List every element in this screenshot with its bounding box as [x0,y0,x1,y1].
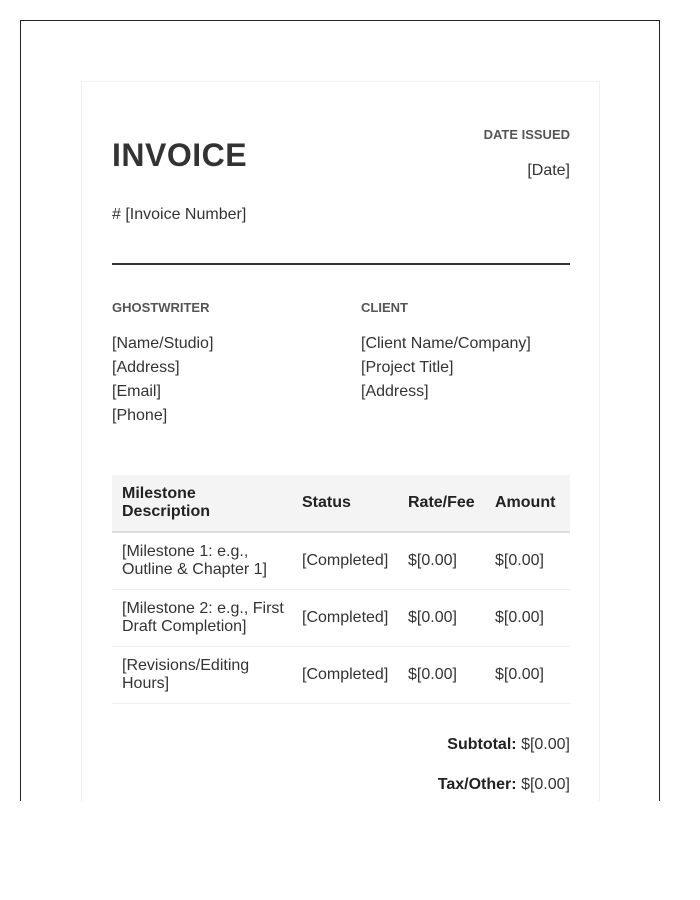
client-label: CLIENT [361,300,408,315]
table-row [112,532,570,589]
milestone-status: [Completed] [297,589,403,646]
milestone-table [112,475,570,704]
client-name: [Client Name/Company] [361,335,531,352]
milestone-rate: $[0.00] [403,589,490,646]
header-status: Status [297,475,403,532]
header-divider [112,263,570,265]
tax-value: $[0.00] [521,776,570,793]
milestone-description: [Milestone 2: e.g., First Draft Completion] [112,589,297,646]
date-issued-value: [Date] [527,162,570,179]
milestone-description: [Revisions/Editing Hours] [112,646,297,703]
milestone-rate: $[0.00] [403,646,490,703]
tax-label: Tax/Other: [437,776,517,793]
tax-row [438,776,570,794]
header-amount: Amount [490,475,570,532]
ghostwriter-phone: [Phone] [112,407,168,424]
subtotal-value: $[0.00] [521,736,570,753]
milestone-rate: $[0.00] [403,532,490,589]
ghostwriter-address: [Address] [112,359,180,376]
milestone-status: [Completed] [297,646,403,703]
header-milestone-description: Milestone Description [112,475,297,532]
table-header-row [112,475,570,532]
milestone-amount: $[0.00] [490,646,570,703]
client-address: [Address] [361,383,429,400]
ghostwriter-name: [Name/Studio] [112,335,214,352]
table-row [112,646,570,703]
ghostwriter-email: [Email] [112,383,161,400]
invoice-number: # [Invoice Number] [112,206,247,223]
table-row [112,589,570,646]
milestone-status: [Completed] [297,532,403,589]
invoice-title: INVOICE [112,137,248,173]
ghostwriter-details [112,332,213,428]
ghostwriter-label: GHOSTWRITER [112,300,210,315]
date-issued-label: DATE ISSUED [483,127,570,142]
subtotal-row [447,736,570,754]
client-details [361,332,531,404]
milestone-description: [Milestone 1: e.g., Outline & Chapter 1] [112,532,297,589]
milestone-amount: $[0.00] [490,589,570,646]
subtotal-label: Subtotal: [447,736,517,753]
milestone-amount: $[0.00] [490,532,570,589]
client-project: [Project Title] [361,359,454,376]
header-rate-fee: Rate/Fee [403,475,490,532]
